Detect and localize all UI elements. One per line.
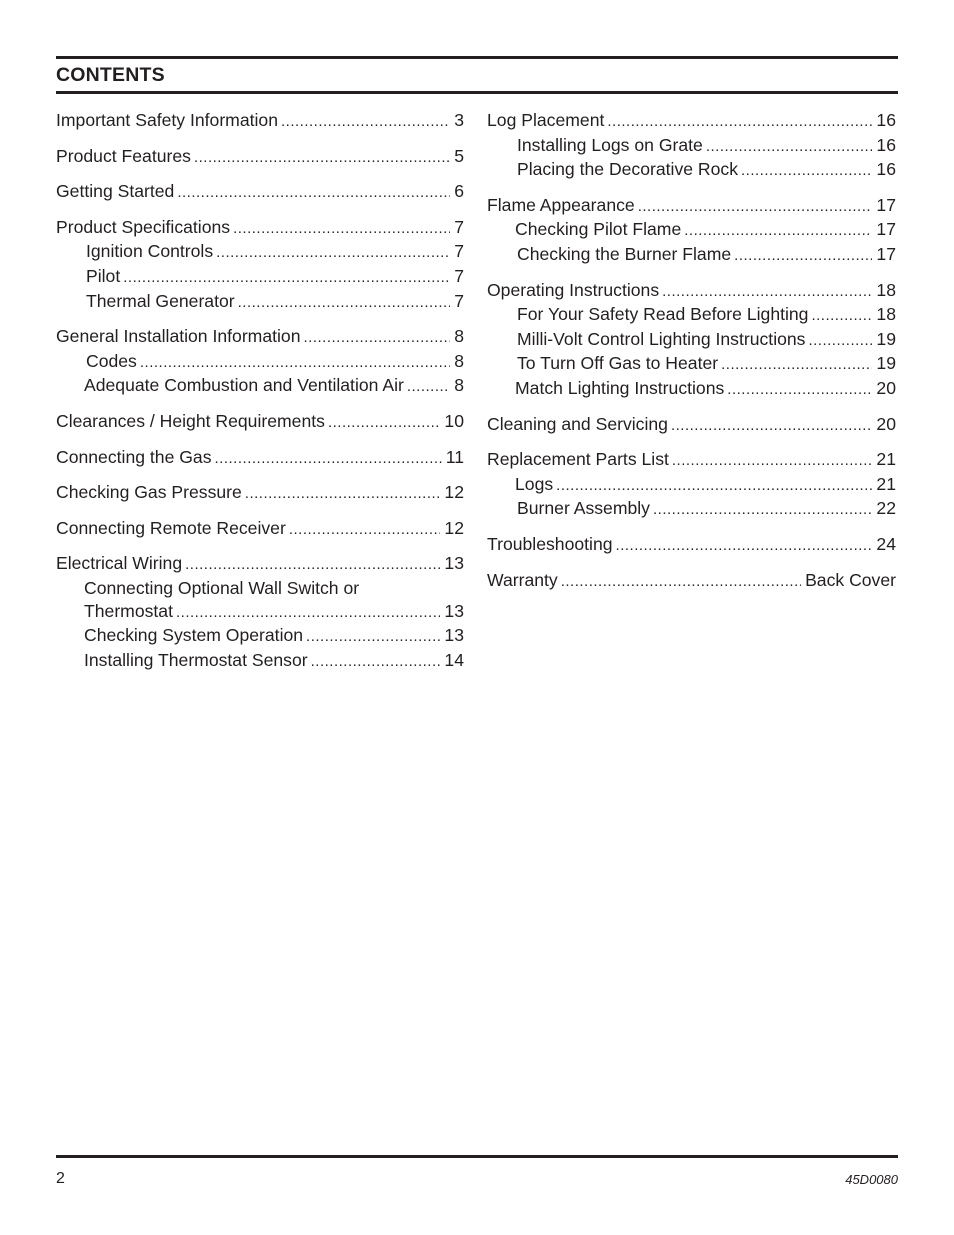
toc-entry[interactable]	[487, 533, 896, 558]
toc-entry[interactable]	[487, 497, 896, 522]
dot-leader	[185, 554, 440, 577]
toc-entry-label: Codes	[86, 350, 137, 371]
toc-entry-page: 7	[454, 241, 464, 262]
toc-entry-label: Getting Started	[56, 181, 175, 202]
toc-entry[interactable]	[56, 517, 464, 542]
toc-entry[interactable]	[56, 552, 464, 577]
toc-entry-page: 19	[876, 328, 896, 349]
toc-entry[interactable]	[56, 446, 464, 471]
toc-entry[interactable]	[56, 649, 464, 674]
toc-entry-page: 13	[444, 625, 464, 646]
dot-leader	[194, 147, 450, 170]
toc-entry[interactable]	[56, 325, 464, 350]
toc-entry-label: Adequate Combustion and Ventilation Air	[84, 375, 404, 396]
toc-entry-page: 18	[876, 279, 896, 300]
dot-leader	[706, 136, 873, 159]
toc-entry[interactable]	[487, 279, 896, 304]
toc-entry-label: Thermostat	[84, 600, 173, 621]
toc-entry[interactable]	[487, 328, 896, 353]
toc-entry-label: Milli-Volt Control Lighting Instructions	[517, 328, 806, 349]
toc-entry-page: 20	[876, 413, 896, 434]
toc-group	[56, 410, 464, 435]
toc-entry[interactable]	[487, 377, 896, 402]
toc-entry-label: Burner Assembly	[517, 498, 650, 519]
toc-entry-label: Installing Thermostat Sensor	[84, 649, 308, 670]
toc-entry[interactable]	[56, 180, 464, 205]
toc-entry[interactable]	[487, 448, 896, 473]
toc-entry[interactable]	[56, 265, 464, 290]
dot-leader	[123, 267, 450, 290]
toc-entry[interactable]	[56, 600, 464, 625]
dot-leader	[281, 111, 450, 134]
dot-leader	[304, 327, 451, 350]
toc-group	[487, 569, 896, 594]
toc-entry-label: General Installation Information	[56, 326, 301, 347]
toc-entry-label: Connecting Optional Wall Switch or	[84, 577, 360, 598]
toc-group	[56, 180, 464, 205]
toc-entry[interactable]	[56, 216, 464, 241]
toc-entry-page: 8	[454, 375, 464, 396]
toc-entry-label: Important Safety Information	[56, 110, 278, 130]
dot-leader	[140, 352, 450, 375]
toc-entry-page: 17	[876, 219, 896, 240]
dot-leader	[233, 218, 450, 241]
toc-group	[487, 194, 896, 268]
page-title: CONTENTS	[56, 64, 165, 86]
toc-entry-label: Checking Gas Pressure	[56, 482, 242, 503]
toc-entry-label: Pilot	[86, 265, 121, 286]
toc-entry-page: 22	[876, 498, 896, 519]
toc-entry-label: Checking the Burner Flame	[517, 243, 732, 264]
dot-leader	[328, 412, 440, 435]
top-rule-upper	[56, 56, 898, 59]
toc-entry-label: Replacement Parts List	[487, 449, 669, 470]
toc-entry-page: 20	[876, 377, 896, 398]
toc-entry-label: Thermal Generator	[86, 290, 235, 311]
dot-leader	[607, 111, 872, 134]
toc-entry-label: For Your Safety Read Before Lighting	[517, 304, 809, 325]
toc-entry-page: 16	[876, 110, 896, 130]
toc-entry-label: To Turn Off Gas to Heater	[517, 353, 719, 374]
dot-leader	[721, 354, 872, 377]
toc-entry-page: 14	[444, 649, 464, 670]
toc-group	[56, 552, 464, 673]
dot-leader	[672, 450, 873, 473]
dot-leader	[177, 182, 450, 205]
dot-leader	[311, 651, 441, 674]
dot-leader	[727, 379, 872, 402]
toc-entry[interactable]	[56, 374, 464, 399]
toc-entry-label: Clearances / Height Requirements	[56, 410, 325, 431]
toc-entry-page: 16	[876, 159, 896, 180]
toc-entry-page: 8	[454, 350, 464, 371]
toc-group	[487, 279, 896, 402]
dot-leader	[684, 220, 872, 243]
toc-entry-page: 7	[454, 216, 464, 237]
toc-entry[interactable]	[487, 218, 896, 243]
toc-entry-page: 6	[454, 181, 464, 202]
toc-entry-label: Warranty	[487, 569, 558, 590]
page-number: 2	[56, 1170, 65, 1187]
toc-entry-label: Connecting Remote Receiver	[56, 517, 286, 538]
toc-column-left	[56, 109, 464, 684]
toc-entry-label: Installing Logs on Grate	[517, 134, 703, 155]
toc-group	[56, 517, 464, 542]
toc-entry-page: Back Cover	[805, 569, 896, 590]
toc-entry[interactable]	[487, 158, 896, 183]
toc-group	[56, 109, 464, 134]
toc-entry-label: Connecting the Gas	[56, 446, 212, 467]
toc-entry-page: 13	[444, 600, 464, 621]
toc-entry-page: 11	[445, 446, 464, 467]
dot-leader	[216, 242, 450, 265]
toc-entry-page: 21	[876, 473, 896, 494]
toc-entry-page: 17	[876, 243, 896, 264]
toc-entry[interactable]	[56, 410, 464, 435]
dot-leader	[176, 602, 440, 625]
toc-entry-label: Product Specifications	[56, 216, 231, 237]
toc-entry[interactable]	[56, 350, 464, 375]
toc-group	[56, 216, 464, 314]
toc-group	[487, 413, 896, 438]
dot-leader	[306, 626, 440, 649]
toc-entry-label: Ignition Controls	[86, 241, 214, 262]
toc-entry-label: Logs	[515, 473, 554, 494]
dot-leader	[662, 281, 872, 304]
dot-leader	[808, 330, 872, 353]
toc-group	[487, 448, 896, 522]
toc-entry-label: Flame Appearance	[487, 194, 635, 215]
toc-entry-label: Cleaning and Servicing	[487, 413, 668, 434]
toc-entry[interactable]	[56, 577, 464, 600]
toc-group	[487, 109, 896, 183]
dot-leader	[616, 535, 873, 558]
toc-entry-label: Checking System Operation	[84, 625, 304, 646]
toc-entry[interactable]	[487, 109, 896, 134]
toc-group	[56, 446, 464, 471]
dot-leader	[245, 483, 441, 506]
toc-column-right	[487, 109, 896, 604]
dot-leader	[741, 160, 872, 183]
toc-entry-label: Placing the Decorative Rock	[517, 159, 739, 180]
toc-entry-label: Product Features	[56, 145, 191, 166]
toc-entry[interactable]	[487, 134, 896, 159]
toc-entry-page: 7	[454, 265, 464, 286]
dot-leader	[289, 519, 441, 542]
dot-leader	[215, 448, 442, 471]
toc-entry[interactable]	[487, 569, 896, 594]
toc-entry-page: 12	[444, 517, 464, 538]
toc-entry-page: 10	[444, 410, 464, 431]
toc-entry[interactable]	[487, 413, 896, 438]
toc-entry[interactable]	[487, 473, 896, 498]
toc-entry[interactable]	[56, 109, 464, 134]
dot-leader	[638, 196, 873, 219]
toc-entry-page: 5	[454, 145, 464, 166]
toc-entry-page: 8	[454, 326, 464, 347]
toc-group	[56, 481, 464, 506]
top-rule-lower	[56, 91, 898, 94]
toc-entry-page: 3	[454, 110, 464, 130]
toc-entry-label: Log Placement	[487, 110, 605, 130]
toc-entry-label: Operating Instructions	[487, 279, 660, 300]
dot-leader	[561, 571, 801, 594]
toc-entry-page: 12	[444, 482, 464, 503]
toc-entry-page: 18	[876, 304, 896, 325]
toc-entry-page: 21	[876, 449, 896, 470]
toc-entry[interactable]	[56, 290, 464, 315]
toc-entry[interactable]	[56, 240, 464, 265]
dot-leader	[238, 292, 451, 315]
toc-entry[interactable]	[487, 303, 896, 328]
dot-leader	[556, 475, 872, 498]
toc-entry-page: 19	[876, 353, 896, 374]
footer-rule	[56, 1155, 898, 1158]
toc-entry-label: Checking Pilot Flame	[515, 219, 682, 240]
toc-entry[interactable]	[487, 194, 896, 219]
toc-entry[interactable]	[56, 624, 464, 649]
dot-leader	[811, 305, 872, 328]
toc-entry[interactable]	[56, 145, 464, 170]
toc-group	[56, 325, 464, 399]
toc-group	[56, 145, 464, 170]
toc-entry-page: 24	[876, 533, 896, 554]
toc-entry[interactable]	[56, 481, 464, 506]
document-code: 45D0080	[845, 1172, 898, 1187]
dot-leader	[671, 415, 872, 438]
toc-group	[487, 533, 896, 558]
dot-leader	[407, 376, 450, 399]
dot-leader	[653, 499, 872, 522]
toc-entry-page: 13	[444, 553, 464, 574]
toc-entry-page: 16	[876, 134, 896, 155]
toc-entry[interactable]	[487, 243, 896, 268]
dot-leader	[734, 245, 872, 268]
toc-entry-label: Troubleshooting	[487, 533, 613, 554]
toc-entry-label: Electrical Wiring	[56, 553, 183, 574]
toc-entry-page: 17	[876, 194, 896, 215]
toc-entry[interactable]	[487, 352, 896, 377]
toc-entry-label: Match Lighting Instructions	[515, 377, 725, 398]
toc-entry-page: 7	[454, 290, 464, 311]
